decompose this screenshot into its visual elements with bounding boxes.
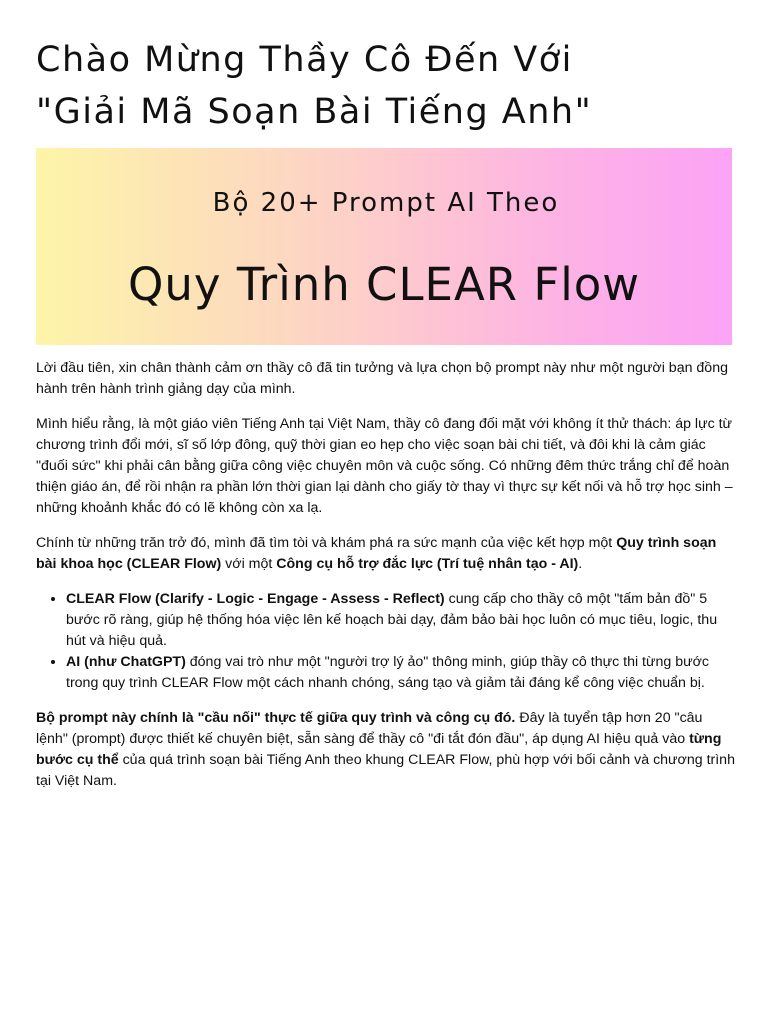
- paragraph-text: Đây là tuyển tập hơn 20 "câu lệnh" (prompt) được thiết kế chuyên biệt, sẵn sàng để thầy cô "đi tắt đón đầu", áp dụng AI hiệu quả vào: [36, 710, 703, 747]
- gradient-banner: [36, 148, 732, 345]
- paragraph-text: của quá trình soạn bài Tiếng Anh theo khung CLEAR Flow, phù hợp với bối cảnh và chương trình tại Việt Nam.: [36, 752, 735, 789]
- page-title: [36, 34, 736, 138]
- banner-subtitle: Bộ 20+ Prompt AI Theo: [212, 188, 560, 218]
- bullet-list: [36, 589, 736, 694]
- paragraph-prompt-set: [36, 708, 736, 792]
- paragraph-text: Chính từ những trăn trở đó, mình đã tìm tòi và khám phá ra sức mạnh của việc kết hợp một: [36, 535, 617, 551]
- bold-clear-flow: Quy trình soạn bài khoa học (CLEAR Flow): [36, 535, 717, 572]
- banner-title: Quy Trình CLEAR Flow: [127, 258, 641, 311]
- bold-bridge: Bộ prompt này chính là "cầu nối" thực tế giữa quy trình và công cụ đó.: [36, 710, 516, 726]
- title-line-1: Chào Mừng Thầy Cô Đến Với: [36, 40, 573, 80]
- list-item: [66, 652, 736, 694]
- paragraph-text: với một: [221, 556, 277, 572]
- bullet-text: cung cấp cho thầy cô một "tấm bản đồ" 5 bước rõ ràng, giúp hệ thống hóa việc lên kế hoạch bài dạy, đảm bảo bài học luôn có mục tiêu, logic, thu hút và hiệu quả.: [66, 591, 718, 649]
- list-item: [66, 589, 736, 652]
- paragraph-challenges: Mình hiểu rằng, là một giáo viên Tiếng Anh tại Việt Nam, thầy cô đang đối mặt với không ít thử thách: áp lực từ chương trình đổi mới, sĩ số lớp đông, quỹ thời gian eo hẹp cho việc soạn bài chi tiết, và đôi khi là cảm giác "đuối sức" khi phải cân bằng giữa công việc chuyên môn và cuộc sống. Có những đêm thức trắng chỉ để hoàn thiện giáo án, để rồi nhận ra phần lớn thời gian lại dành cho giấy tờ thay vì thực sự kết nối và hỗ trợ học sinh – những khoảnh khắc đó có lẽ không còn xa lạ.: [36, 416, 733, 516]
- bullet-text: đóng vai trò như một "người trợ lý ảo" thông minh, giúp thầy cô thực thi từng bước trong quy trình CLEAR Flow một cách nhanh chóng, sáng tạo và giảm tải đáng kể công việc chuẩn bị.: [66, 654, 709, 691]
- bold-specific-steps: từng bước cụ thể: [36, 731, 722, 768]
- paragraph-solution: [36, 533, 736, 575]
- paragraph-text: .: [578, 556, 583, 572]
- paragraph-intro: Lời đầu tiên, xin chân thành cảm ơn thầy cô đã tin tưởng và lựa chọn bộ prompt này như một người bạn đồng hành trên hành trình giảng dạy của mình.: [36, 360, 728, 397]
- bold-ai-tool: Công cụ hỗ trợ đắc lực (Trí tuệ nhân tạo - AI): [276, 556, 579, 572]
- body-text: [36, 358, 736, 806]
- bullet-bold: CLEAR Flow (Clarify - Logic - Engage - Assess - Reflect): [66, 591, 445, 607]
- title-line-2: "Giải Mã Soạn Bài Tiếng Anh": [36, 92, 593, 132]
- bullet-bold: AI (như ChatGPT): [66, 654, 186, 670]
